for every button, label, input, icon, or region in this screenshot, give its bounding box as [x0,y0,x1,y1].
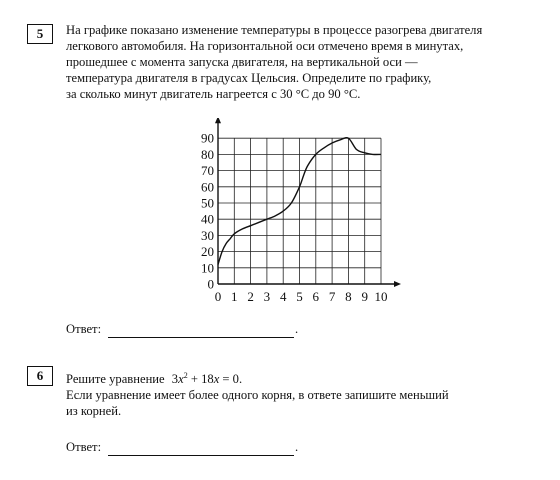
temperature-chart [0,118,560,318]
x-tick-label: 2 [247,289,254,304]
equation-middle: + 18 [187,372,214,387]
task-6-answer-field[interactable] [108,455,294,456]
y-tick-label: 90 [201,130,214,146]
answer-period: . [295,322,299,336]
answer-period: . [295,440,299,454]
x-tick-label: 0 [214,289,222,304]
y-tick-label: 30 [201,227,214,243]
task-5-line: температура двигателя в градусах Цельсия. Определите по графику, [66,71,432,85]
task-6-answer [66,440,101,455]
x-tick-label: 7 [328,289,336,304]
x-tick-label: 5 [296,289,303,304]
x-tick-label: 4 [279,289,287,304]
y-tick-label: 10 [201,260,214,276]
x-tick-label: 6 [312,289,320,304]
task-5-answer-field[interactable] [108,337,294,338]
equation-end: . [238,372,243,387]
task-5-line: за сколько минут двигатель нагреется с 30 °С до 90 °С. [66,87,361,101]
task-number-6 [27,366,53,386]
x-tick-label: 10 [374,289,388,304]
x-tick-label: 3 [263,289,271,304]
task-number-label: 5 [36,26,44,41]
y-tick-label: 70 [201,163,214,179]
task-5-statement [66,22,528,102]
y-tick-label: 50 [201,195,214,211]
task-6-statement [66,368,528,419]
chart-tick-labels [201,131,388,304]
equation-rhs: = 0 [219,372,239,387]
task-6-intro: Решите уравнение [66,372,165,387]
task-number-5 [27,24,53,44]
equation-exponent: 2 [183,371,188,380]
answer-label: Ответ: [66,322,102,336]
x-axis-arrow [394,281,401,287]
task-6-line: из корней. [66,404,122,419]
y-tick-label: 60 [201,179,214,195]
x-tick-label: 9 [361,289,368,304]
task-5-line: легкового автомобиля. На горизонтальной оси отмечено время в минутах, [66,39,464,53]
y-tick-label: 80 [201,146,214,162]
x-tick-label: 1 [231,289,238,304]
y-tick-label: 20 [201,244,214,260]
y-axis-arrow [215,118,221,123]
task-6-line: Если уравнение имеет более одного корня, в ответе запишите меньший [66,388,449,403]
answer-label: Ответ: [66,440,102,454]
chart-grid [218,138,381,284]
chart-axes [215,118,401,287]
equation-var-x: x [178,372,184,387]
x-tick-label: 8 [345,289,352,304]
equation [172,372,242,386]
y-tick-label: 0 [207,276,214,292]
task-5-answer [66,322,101,337]
task-5-line: На графике показано изменение температуры в процессе разогрева двигателя [66,23,483,37]
task-number-label: 6 [36,368,44,383]
equation-coef: 3 [171,372,179,387]
equation-var-x: x [213,372,220,387]
y-tick-label: 40 [201,211,214,227]
task-5-line: прошедшее с момента запуска двигателя, на вертикальной оси — [66,55,418,69]
task-6-intro-line [66,368,528,387]
